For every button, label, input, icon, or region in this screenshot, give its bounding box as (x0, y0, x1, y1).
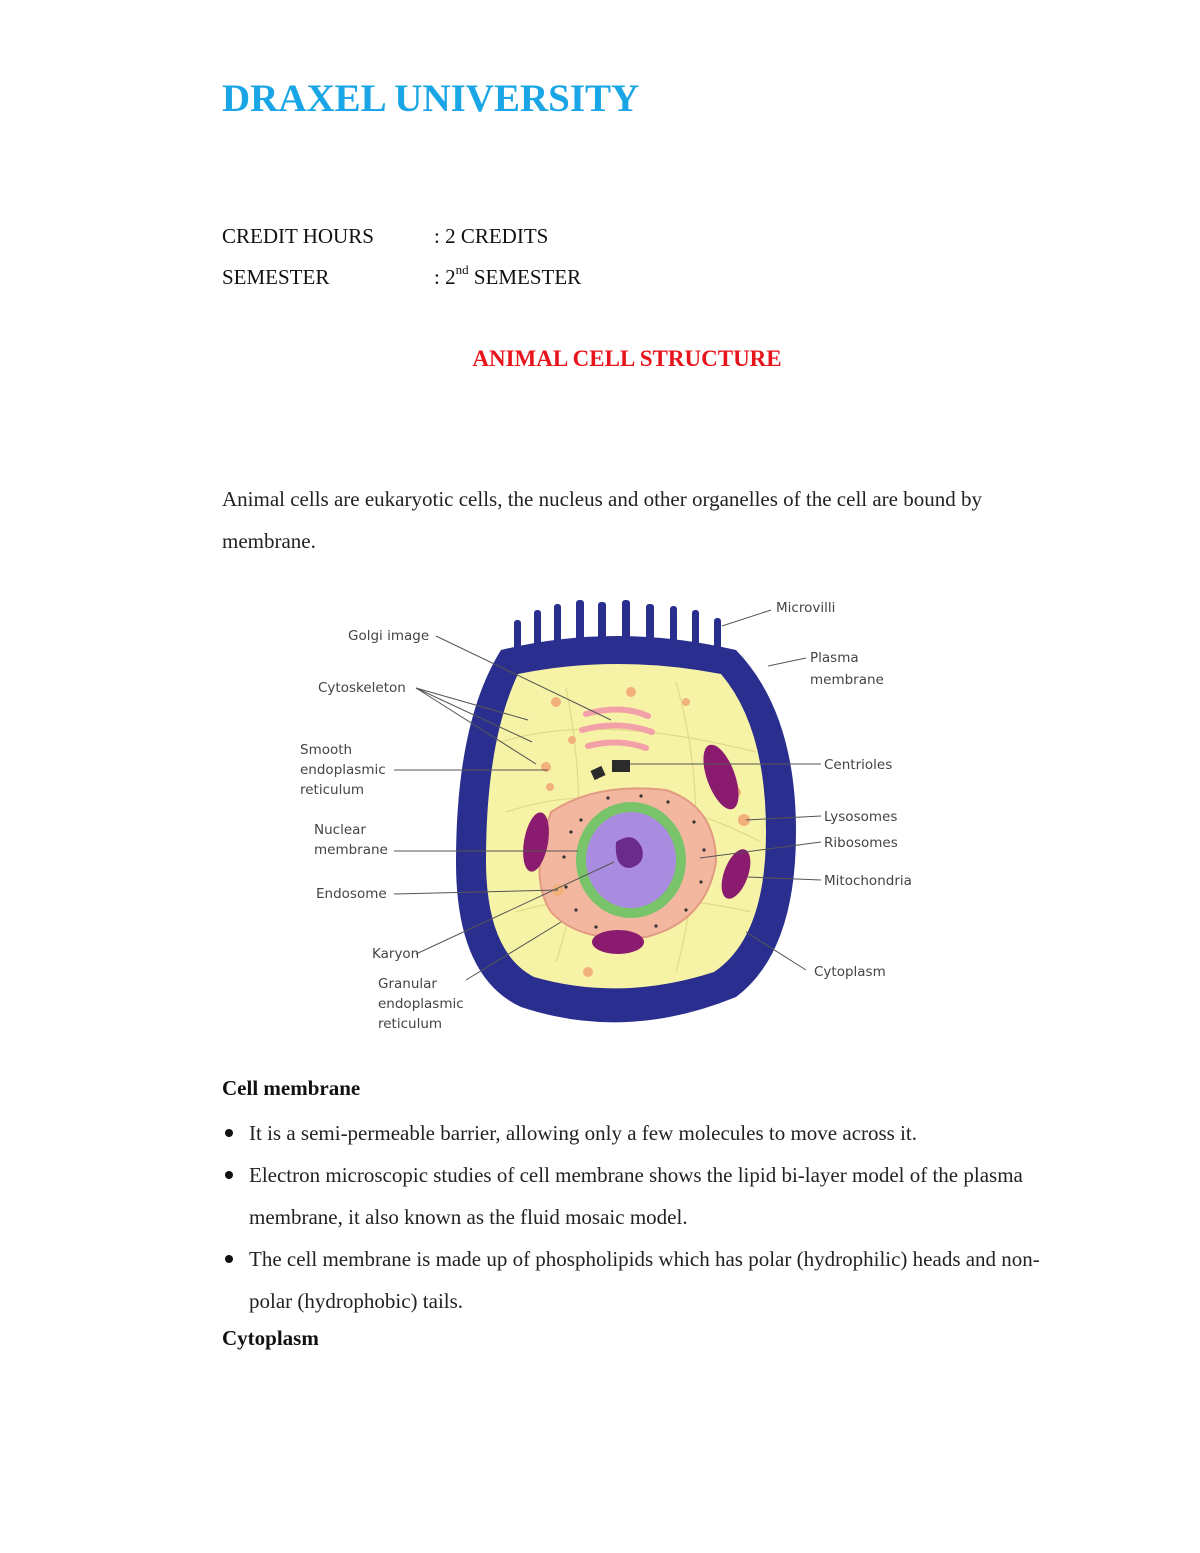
semester-ordinal: nd (455, 262, 469, 277)
label-ser-line1: Smooth (300, 742, 353, 758)
label-rer-line1: Granular (378, 976, 437, 992)
bullet-item: The cell membrane is made up of phospholipids which has polar (hydrophilic) heads and non-polar (hydrophobic) tails. (222, 1238, 1052, 1322)
cytoplasm-heading: Cytoplasm (222, 1326, 319, 1350)
semester-row (222, 262, 582, 290)
semester-value-suffix: SEMESTER (468, 265, 582, 289)
bullet-item: It is a semi-permeable barrier, allowing only a few molecules to move across it. (222, 1112, 1052, 1154)
semester-label: SEMESTER (222, 265, 330, 289)
cell-membrane-bullets (222, 1112, 1052, 1322)
semester-value-prefix: : 2 (434, 265, 456, 289)
label-nuclear-line1: Nuclear (314, 822, 366, 838)
label-endosome: Endosome (316, 886, 387, 902)
bullet-item: Electron microscopic studies of cell membrane shows the lipid bi-layer model of the plasma membrane, it also known as the fluid mosaic model. (222, 1154, 1052, 1238)
label-cytoskeleton: Cytoskeleton (318, 680, 406, 696)
label-microvilli: Microvilli (776, 600, 836, 616)
label-plasma-line1: Plasma (810, 650, 859, 666)
cell-membrane-heading: Cell membrane (222, 1076, 361, 1100)
label-ser-line3: reticulum (300, 782, 365, 798)
label-ribosomes: Ribosomes (824, 835, 898, 851)
intro-paragraph: Animal cells are eukaryotic cells, the nucleus and other organelles of the cell are bound by membrane. (222, 487, 982, 553)
label-centrioles: Centrioles (824, 757, 893, 773)
document-title: ANIMAL CELL STRUCTURE (472, 346, 782, 371)
credit-hours-value: : 2 CREDITS (434, 224, 549, 248)
university-title: DRAXEL UNIVERSITY (222, 77, 640, 120)
animal-cell-svg (296, 592, 916, 1040)
label-rer-line2: endoplasmic (378, 996, 464, 1012)
label-karyon: Karyon (372, 946, 420, 962)
label-rer-line3: reticulum (378, 1016, 443, 1032)
credit-hours-label: CREDIT HOURS (222, 224, 374, 248)
label-plasma-line2: membrane (810, 672, 884, 688)
label-cytoplasm: Cytoplasm (814, 964, 886, 980)
credit-hours-row (222, 224, 548, 249)
animal-cell-diagram (296, 592, 916, 1040)
label-ser-line2: endoplasmic (300, 762, 386, 778)
label-golgi: Golgi image (348, 628, 430, 644)
label-mitochondria: Mitochondria (824, 873, 912, 889)
label-nuclear-line2: membrane (314, 842, 388, 858)
label-lysosomes: Lysosomes (824, 809, 898, 825)
